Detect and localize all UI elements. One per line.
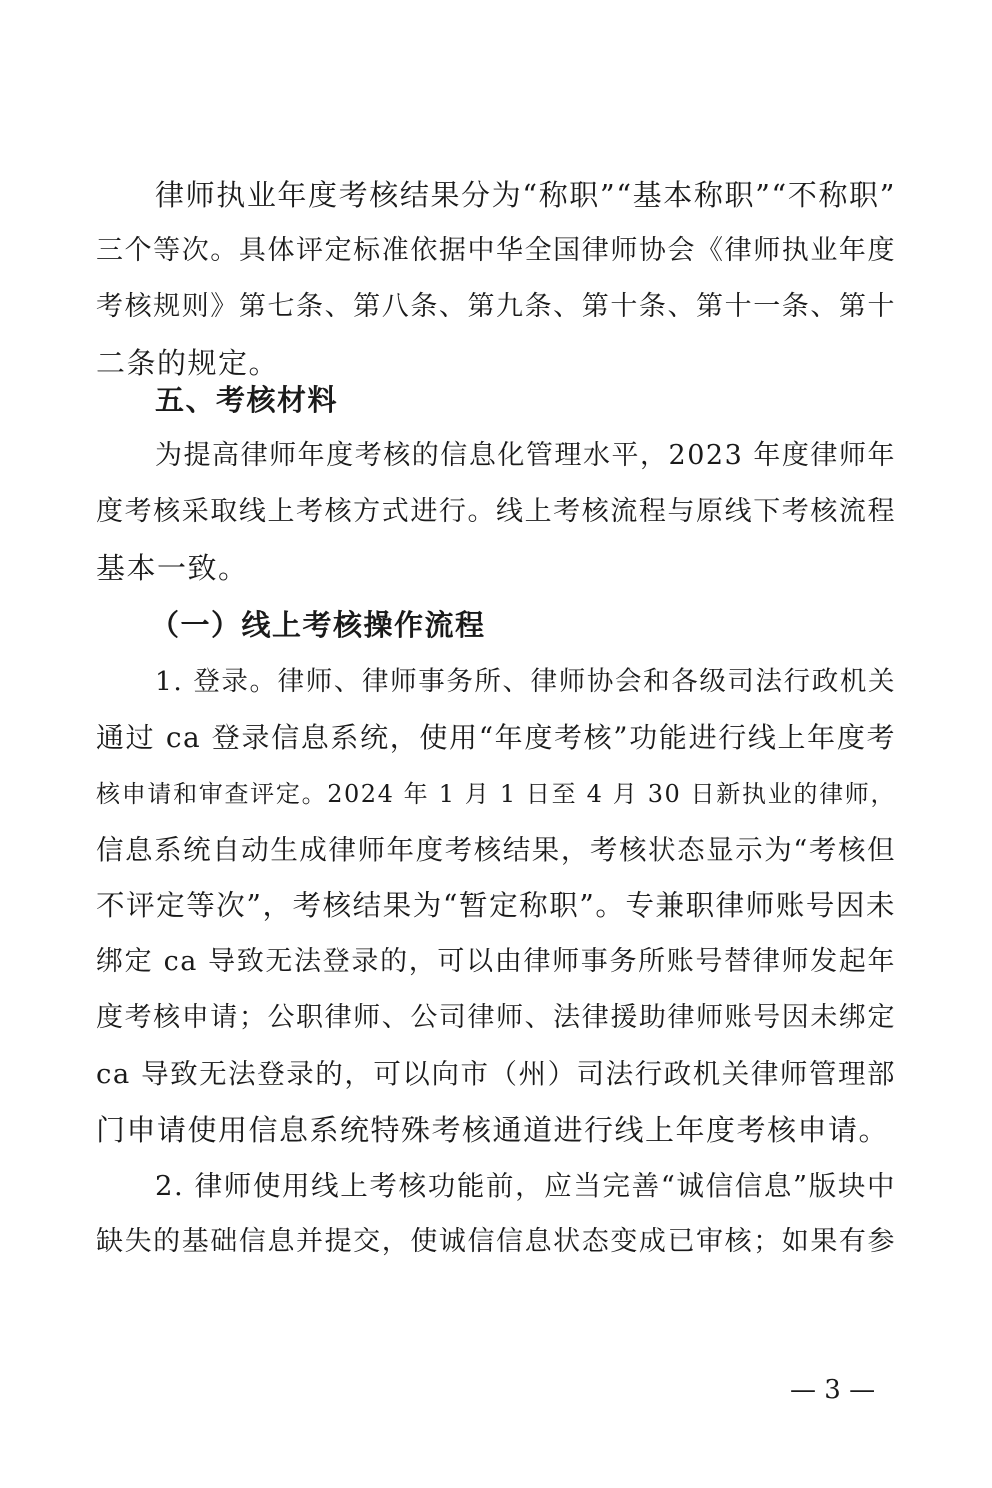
- subsection-heading: （一）线上考核操作流程: [150, 608, 486, 642]
- paragraph-line: 度考核申请；公职律师、公司律师、法律援助律师账号因未绑定: [96, 1002, 896, 1033]
- section-heading: 五、考核材料: [155, 383, 339, 417]
- paragraph-line: 信息系统自动生成律师年度考核结果，考核状态显示为“考核但: [96, 834, 896, 866]
- paragraph-line: 1. 登录。律师、律师事务所、律师协会和各级司法行政机关: [155, 666, 896, 697]
- paragraph-line: 绑定 ca 导致无法登录的，可以由律师事务所账号替律师发起年: [96, 946, 896, 977]
- paragraph-line: 律师执业年度考核结果分为“称职”“基本称职”“不称职”: [155, 178, 896, 212]
- paragraph-line: 通过 ca 登录信息系统，使用“年度考核”功能进行线上年度考: [96, 721, 896, 754]
- paragraph-line: 为提高律师年度考核的信息化管理水平，2023 年度律师年: [155, 440, 896, 471]
- paragraph-line: 2. 律师使用线上考核功能前，应当完善“诚信信息”版块中: [155, 1170, 896, 1202]
- paragraph-line: 不评定等次”，考核结果为“暂定称职”。专兼职律师账号因未: [96, 889, 896, 922]
- paragraph-line: 三个等次。具体评定标准依据中华全国律师协会《律师执业年度: [96, 235, 896, 266]
- paragraph-line: 度考核采取线上考核方式进行。线上考核流程与原线下考核流程: [96, 496, 896, 527]
- paragraph-line: ca 导致无法登录的，可以向市（州）司法行政机关律师管理部: [96, 1058, 896, 1090]
- paragraph-line: 门申请使用信息系统特殊考核通道进行线上年度考核申请。: [96, 1113, 890, 1147]
- paragraph-line: 基本一致。: [96, 551, 249, 585]
- page-number: — 3 —: [790, 1375, 876, 1405]
- paragraph-line: 缺失的基础信息并提交，使诚信信息状态变成已审核；如果有参: [96, 1226, 896, 1257]
- paragraph-line: 考核规则》第七条、第八条、第九条、第十条、第十一条、第十: [96, 291, 896, 322]
- paragraph-line: 核申请和审查评定。2024 年 1 月 1 日至 4 月 30 日新执业的律师，: [96, 780, 896, 808]
- paragraph-line: 二条的规定。: [96, 346, 280, 380]
